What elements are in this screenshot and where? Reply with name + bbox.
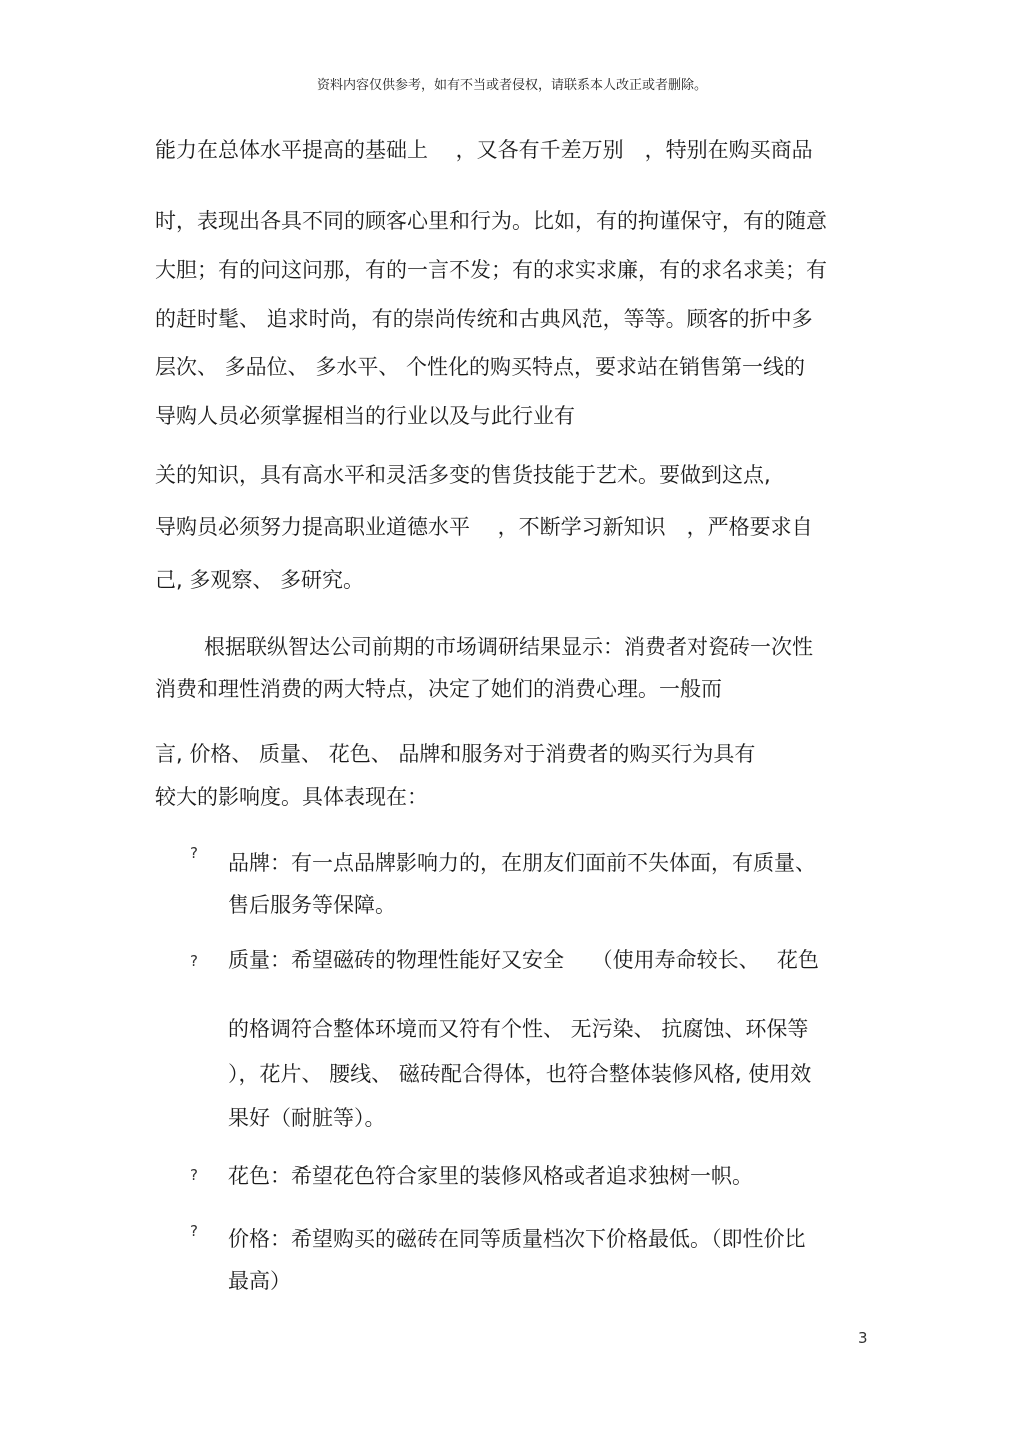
text-line: 的赶时髦、 追求时尚，有的崇尚传统和古典风范，等等。顾客的折中多 [155,307,813,331]
text-line: 言, 价格、 质量、 花色、 品牌和服务对于消费者的购买行为具有 [155,742,756,766]
text-line: 能力在总体水平提高的基础上 ，又各有千差万别 ，特别在购买商品 [155,138,813,162]
bullet-marker: ? [190,1166,198,1184]
text-line: ），花片、 腰线、 磁砖配合得体，也符合整体装修风格, 使用效 [228,1062,812,1086]
text-line: 较大的影响度。具体表现在： [155,785,428,809]
page-header-disclaimer: 资料内容仅供参考，如有不当或者侵权，请联系本人改正或者删除。 [316,78,707,93]
text-line: 时，表现出各具不同的顾客心里和行为。比如，有的拘谨保守，有的随意 [155,209,827,233]
text-line: 消费和理性消费的两大特点，决定了她们的消费心理。一般而 [155,677,722,701]
text-line: 果好（耐脏等）。 [228,1106,386,1130]
text-line: 关的知识，具有高水平和灵活多变的售货技能于艺术。要做到这点, [155,463,771,487]
text-line: 根据联纵智达公司前期的市场调研结果显示：消费者对瓷砖一次性 [204,635,813,659]
text-line: 质量：希望磁砖的物理性能好又安全 （使用寿命较长、 花色 [228,948,819,972]
text-line: 售后服务等保障。 [228,893,396,917]
text-line: 己, 多观察、 多研究。 [155,568,365,592]
text-line: 品牌：有一点品牌影响力的，在朋友们面前不失体面，有质量、 [228,851,816,875]
text-line: 花色：希望花色符合家里的装修风格或者追求独树一帜。 [228,1164,753,1188]
text-line: 导购员必须努力提高职业道德水平 ，不断学习新知识 ，严格要求自 [155,515,813,539]
bullet-marker: ? [190,952,198,970]
text-line: 价格：希望购买的磁砖在同等质量档次下价格最低。（即性价比 [228,1227,806,1251]
text-line: 导购人员必须掌握相当的行业以及与此行业有 [155,404,575,428]
text-line: 大胆；有的问这问那，有的一言不发；有的求实求廉，有的求名求美；有 [155,258,827,282]
bullet-marker: ? [190,1222,198,1240]
page-number: 3 [858,1329,868,1347]
text-line: 最高） [228,1269,291,1293]
bullet-marker: ? [190,844,198,862]
text-line: 层次、 多品位、 多水平、 个性化的购买特点，要求站在销售第一线的 [155,355,806,379]
text-line: 的格调符合整体环境而又符有个性、 无污染、 抗腐蚀、环保等 [228,1017,809,1041]
